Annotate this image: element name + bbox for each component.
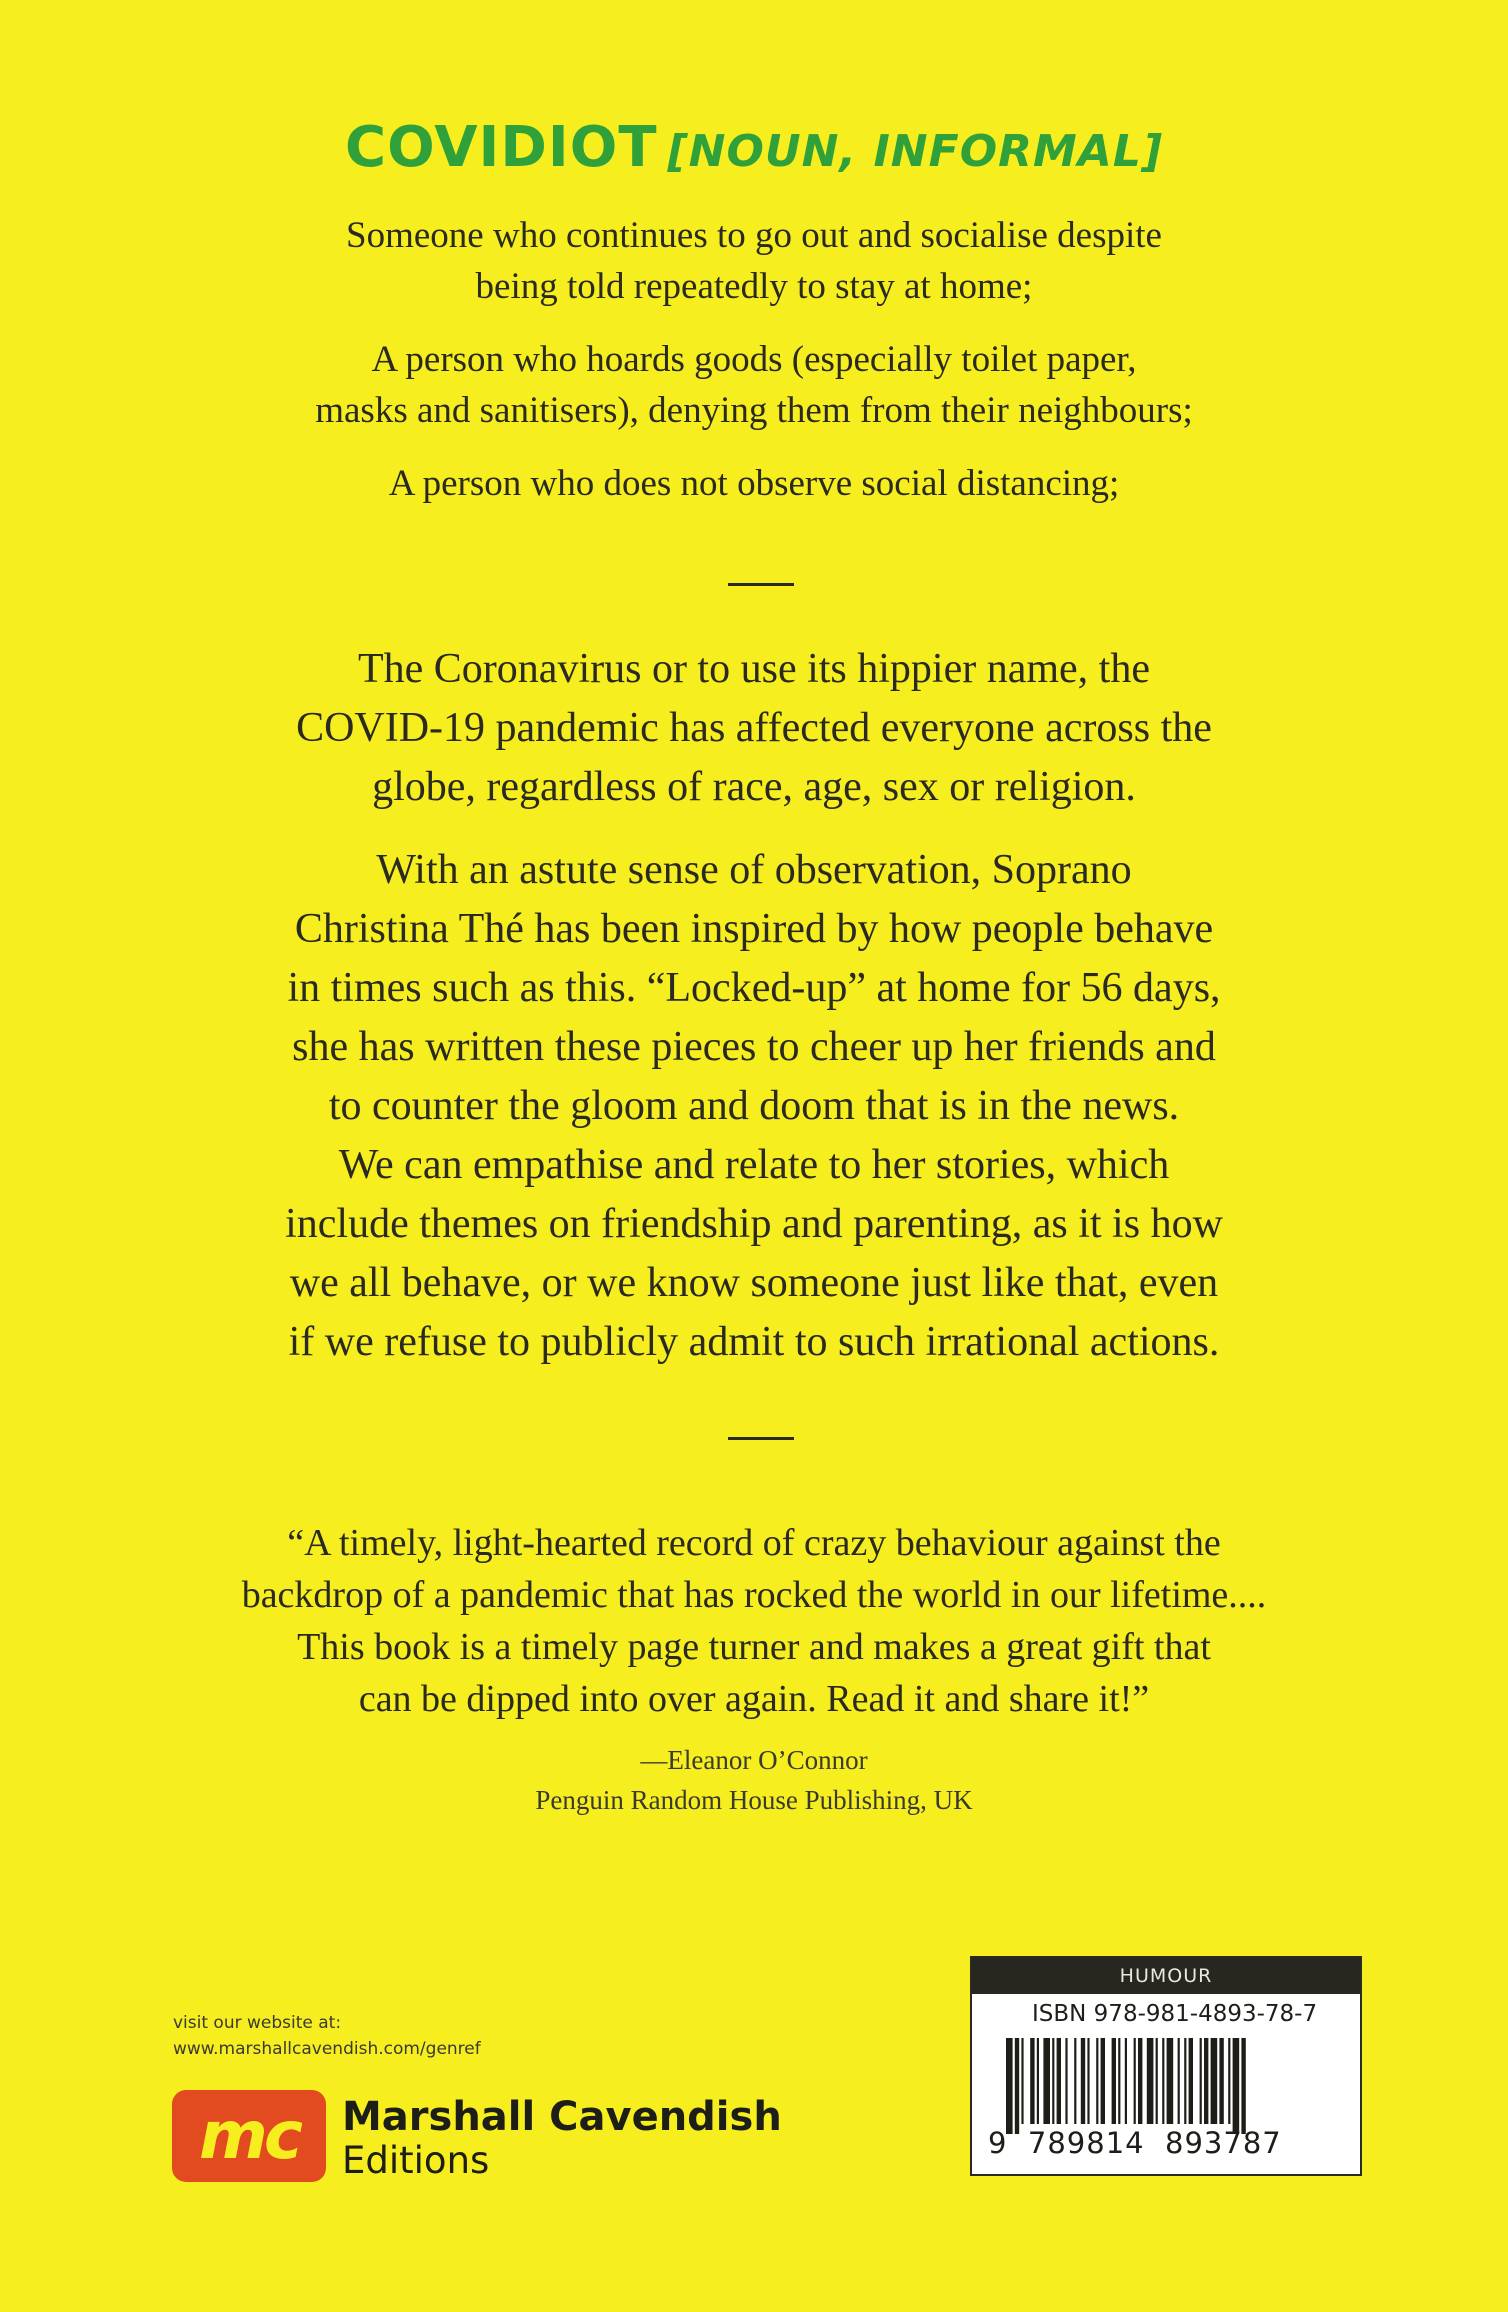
definition-item: A person who does not observe social distancing; <box>388 463 1120 504</box>
section-divider <box>728 583 794 586</box>
publisher-wordmark <box>342 2094 782 2182</box>
publisher-logo <box>172 2090 326 2182</box>
blurb-paragraph: With an astute sense of observation, Soprano Christina Thé has been inspired by how people behave in times such as this. “Locked-up” at home for 56 days, she has written these pieces to cheer up her friends and to counter the gloom and doom that is in the news. We can empathise and relate to her stories, which include themes on friendship and parenting, as it is how we all behave, or we know someone just like that, even if we refuse to publicly admit to such irrational actions. <box>285 847 1223 1365</box>
definition-item: A person who hoards goods (especially toilet paper, masks and sanitisers), denying them from their neighbours; <box>315 339 1193 431</box>
review-attribution: —Eleanor O’Connor Penguin Random House Publishing, UK <box>535 1745 973 1815</box>
publisher-name: Marshall Cavendish <box>342 2094 782 2140</box>
definition-list <box>0 210 1508 531</box>
book-blurb <box>0 640 1508 1396</box>
barcode-icon <box>1006 2038 1330 2134</box>
isbn-number: ISBN 978-981-4893-78-7 <box>1032 2001 1318 2027</box>
publisher-imprint: Editions <box>342 2139 490 2182</box>
heading-part-of-speech: [NOUN, INFORMAL] <box>667 126 1163 177</box>
isbn-barcode-panel <box>970 1956 1362 2176</box>
section-divider <box>728 1437 794 1440</box>
definition-item: Someone who continues to go out and socialise despite being told repeatedly to stay at home; <box>346 215 1162 307</box>
definition-heading <box>0 108 1508 192</box>
logo-mark: mc <box>199 2097 299 2174</box>
heading-term: COVIDIOT <box>345 115 658 180</box>
barcode-digits: 9 789814 893787 <box>988 2126 1282 2160</box>
review-quote: “A timely, light-hearted record of crazy behaviour against the backdrop of a pandemic that has rocked the world in our lifetime.... This book is a timely page turner and makes a great gift that can be dipped into over again. Read it and share it!” <box>241 1522 1267 1720</box>
blurb-paragraph: The Coronavirus or to use its hippier name, the COVID-19 pandemic has affected everyone across the globe, regardless of race, age, sex or religion. <box>296 646 1212 810</box>
genre-label: HUMOUR <box>972 1958 1360 1994</box>
publisher-website: visit our website at: www.marshallcavendish.com/genref <box>173 2013 481 2059</box>
